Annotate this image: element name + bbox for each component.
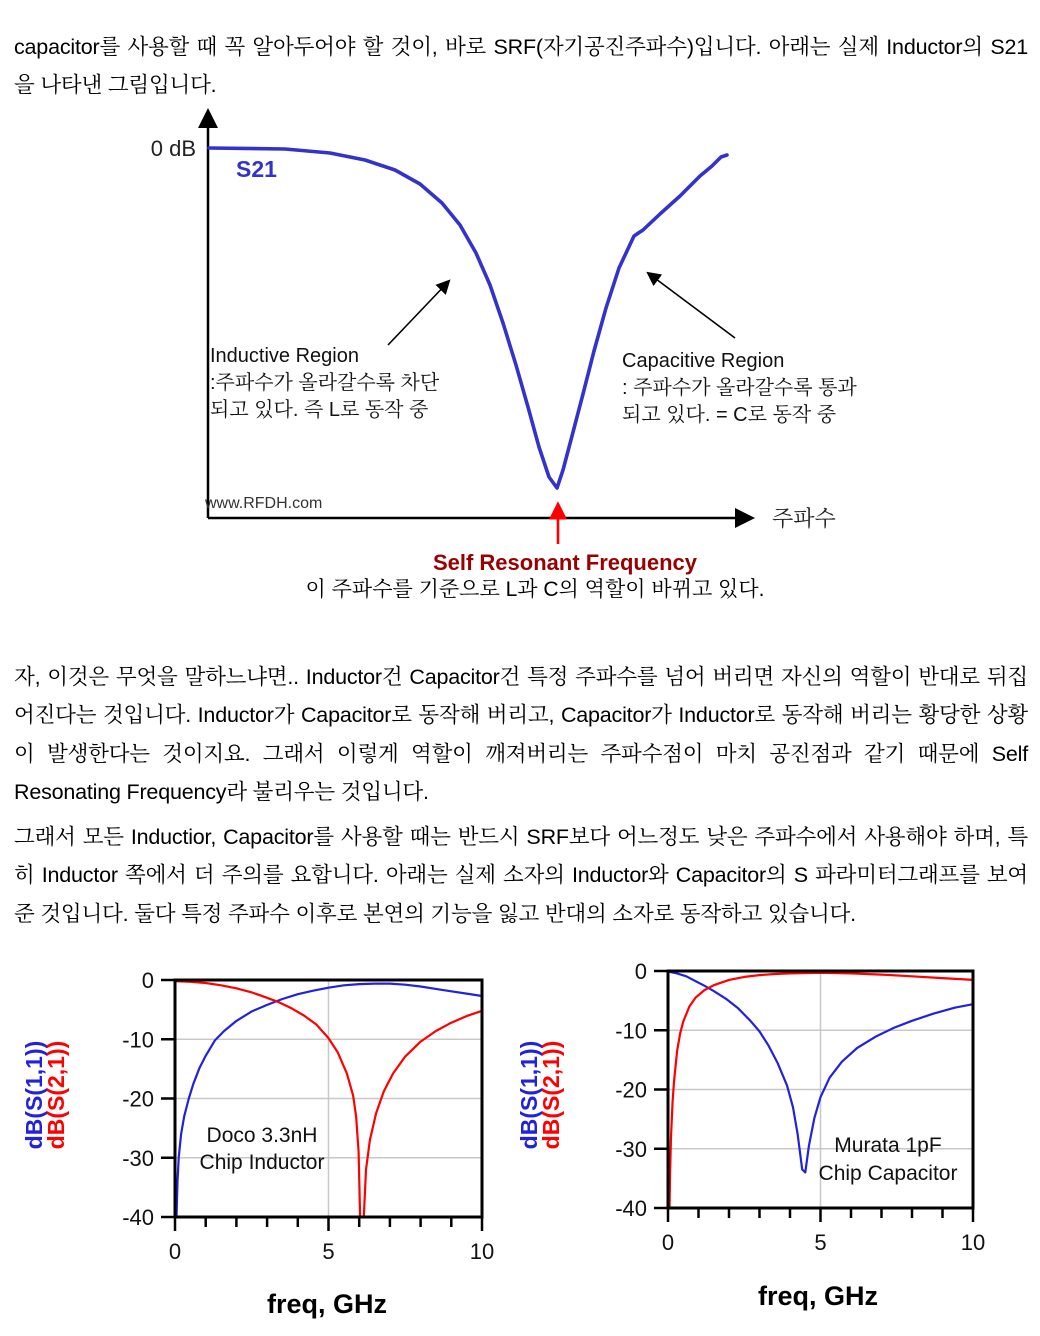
inductive-region-line1: Inductive Region — [210, 345, 359, 367]
x-axis-label: 주파수 — [772, 506, 836, 531]
inductive-region-line3: 되고 있다. 즉 L로 동작 중 — [210, 399, 429, 421]
chart-1 — [21, 968, 494, 1319]
capacitive-region-line1: Capacitive Region — [622, 350, 785, 372]
inductive-arrow — [388, 281, 449, 345]
srf-diagram — [0, 95, 1040, 605]
figure-caption: 이 주파수를 기준으로 L과 C의 역할이 바뀌고 있다. — [305, 578, 765, 601]
y-axis-series-label: dB(S(1,1)) — [516, 1040, 542, 1150]
sparameter-charts — [0, 950, 1040, 1336]
y-axis-series-label: dB(S(1,1)) — [21, 1040, 47, 1150]
y-tick-label: -30 — [615, 1136, 647, 1162]
freq-axis-label: freq, GHz — [266, 1289, 388, 1319]
y-axis-series-label: dB(S(2,1)) — [538, 1040, 564, 1150]
chart-annotation-line: Chip Capacitor — [818, 1162, 958, 1185]
y-tick-label: 0 — [141, 968, 154, 993]
freq-axis-label: freq, GHz — [757, 1281, 879, 1311]
x-tick-label: 10 — [960, 1230, 986, 1255]
s21-curve — [209, 148, 727, 488]
inductive-region-line2: :주파수가 올라갈수록 차단 — [210, 372, 440, 394]
y-tick-label: -10 — [122, 1027, 154, 1053]
y-tick-label: -20 — [615, 1077, 647, 1103]
watermark: www.RFDH.com — [205, 495, 323, 512]
capacitive-region-line3: 되고 있다. = C로 동작 중 — [622, 404, 837, 426]
y-axis-series-label: dB(S(2,1)) — [43, 1040, 69, 1150]
srf-label: Self Resonant Frequency — [432, 550, 698, 575]
x-tick-label: 0 — [168, 1239, 182, 1264]
paragraph-advice: 그래서 모든 Inductior, Capacitor를 사용할 때는 반드시 SRF보다 어느정도 낮은 주파수에서 사용해야 하며, 특히 Inductor 쪽에서 더 주의를 요합니다. 아래는 실제 소자의 Inductor와 Capacitor의 S 파라미터그래프를 보여준 것입니다. 둘다 특정 주파수 이후로 본연의 기능을 잃고 반대의 소자로 동작하고 있습니다. — [14, 824, 1028, 926]
zero-db-label: 0 dB — [150, 136, 196, 161]
chart-annotation-line: Murata 1pF — [834, 1134, 942, 1157]
x-tick-label: 0 — [661, 1230, 675, 1255]
chart-2 — [516, 959, 985, 1311]
y-tick-label: -40 — [122, 1205, 154, 1230]
paragraph-intro: capacitor를 사용할 때 꼭 알아두어야 할 것이, 바로 SRF(자기공진주파수)입니다. 아래는 실제 Inductor의 S21을 나타낸 그림입니다. — [14, 34, 1028, 97]
capacitive-arrow — [648, 273, 735, 338]
y-tick-label: -30 — [122, 1145, 154, 1171]
x-tick-label: 5 — [322, 1239, 335, 1264]
y-tick-label: -20 — [122, 1086, 154, 1112]
chart-annotation-line: Chip Inductor — [199, 1151, 325, 1174]
s21-curve-label: S21 — [236, 156, 277, 182]
y-tick-label: -10 — [615, 1018, 647, 1044]
x-tick-label: 10 — [469, 1239, 495, 1264]
capacitive-region-line2: : 주파수가 올라갈수록 통과 — [622, 377, 857, 399]
chart-annotation-line: Doco 3.3nH — [206, 1124, 318, 1147]
paragraph-explanation: 자, 이것은 무엇을 말하느냐면.. Inductor건 Capacitor건 특정 주파수를 넘어 버리면 자신의 역할이 반대로 뒤집어진다는 것입니다. Inductor가 Capacitor로 동작해 버리고, Capacitor가 Inductor로 동작해 버리는 황당한 상황이 발생한다는 것이지요. 그래서 이렇게 역할이 깨져버리는 주파수점이 마치 공진점과 같기 때문에 Self Resonating Frequency라 불리우는 것입니다. — [14, 664, 1028, 804]
y-tick-label: 0 — [634, 959, 647, 984]
x-tick-label: 5 — [814, 1230, 827, 1255]
y-tick-label: -40 — [615, 1196, 647, 1221]
